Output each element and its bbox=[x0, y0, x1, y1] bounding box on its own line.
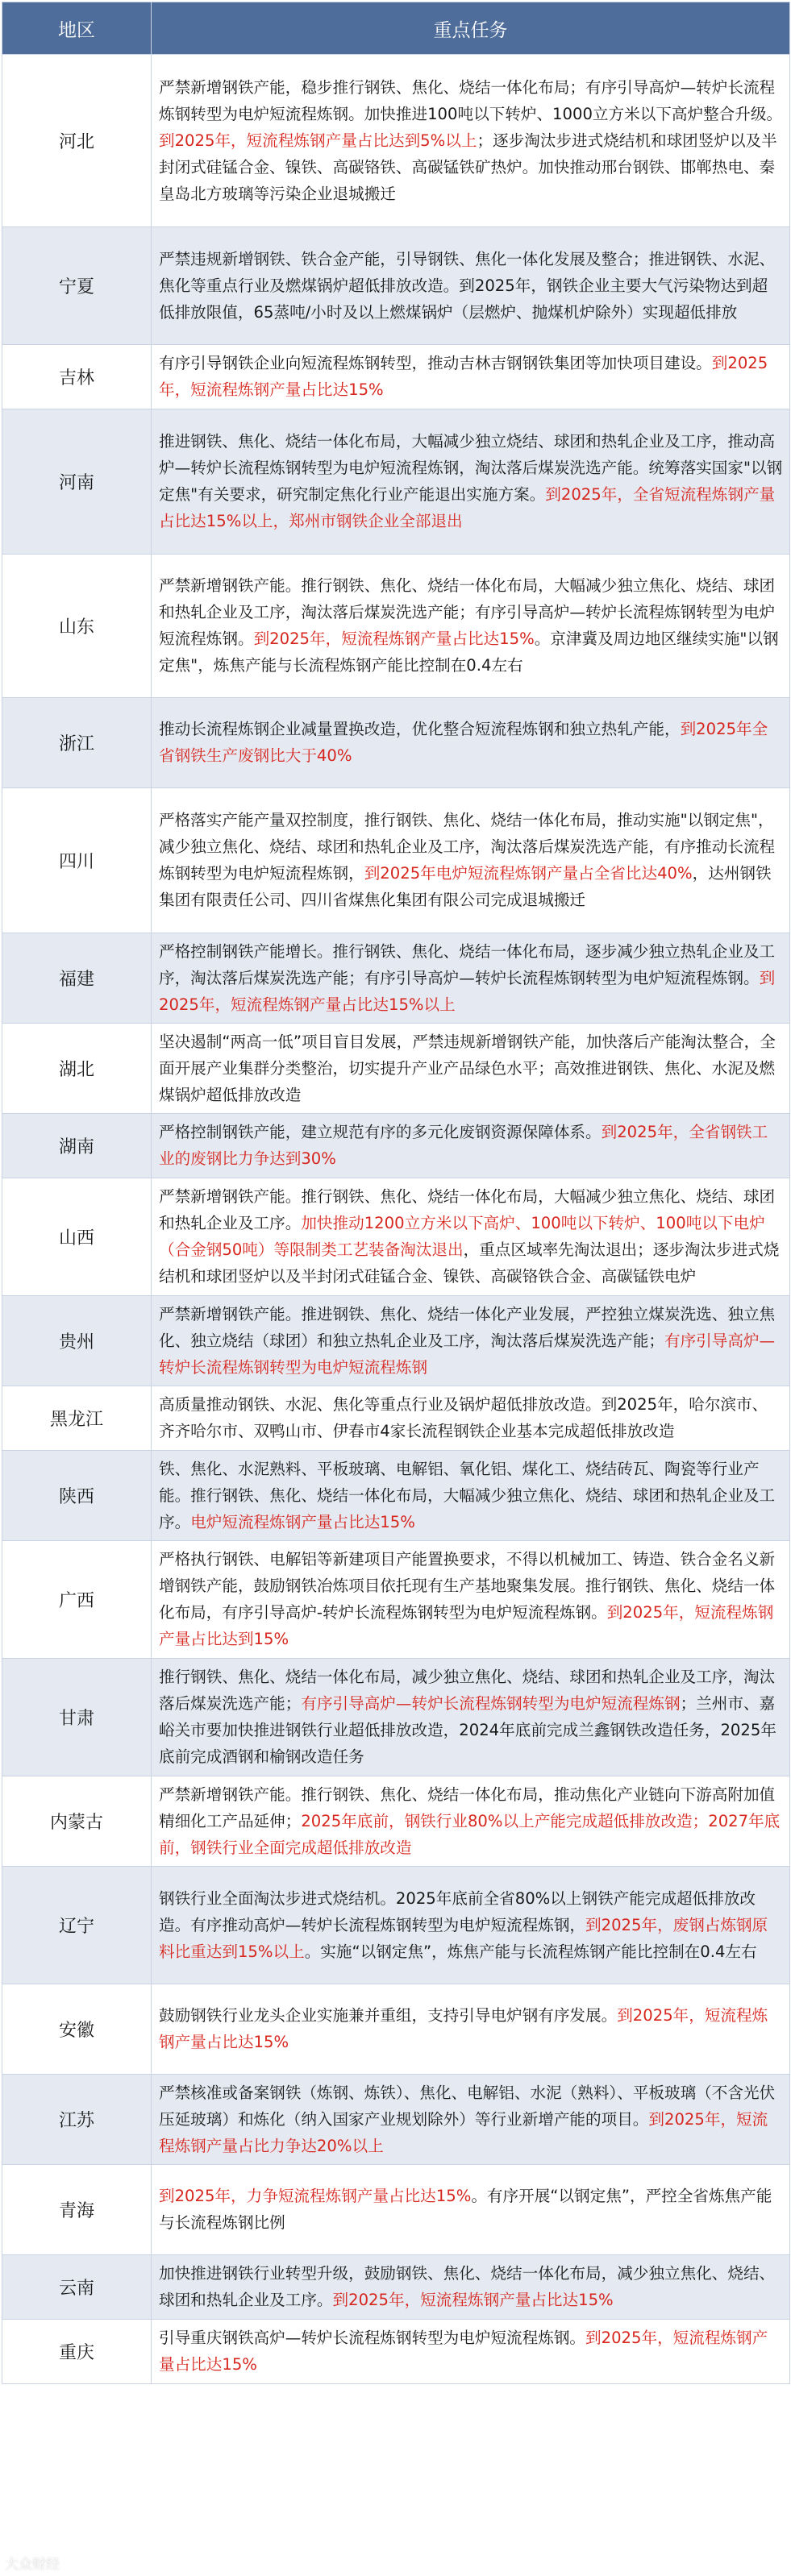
tasks-cell bbox=[152, 2075, 790, 2165]
tasks-cell bbox=[152, 1114, 790, 1178]
table-row bbox=[2, 2320, 790, 2384]
highlighted-target-text: 到2025年，全省钢铁工业的废钢比力争达到30% bbox=[159, 1123, 768, 1168]
task-text: 引导重庆钢铁高炉—转炉长流程炼钢转型为电炉短流程炼钢。 bbox=[159, 2329, 586, 2347]
highlighted-target-text: 到2025年，短流程炼钢产量占比力争达20%以上 bbox=[159, 2109, 768, 2155]
watermark-logo bbox=[5, 2553, 60, 2573]
region-cell: 山西 bbox=[2, 1178, 152, 1296]
task-text: 严格落实产能产量双控制度，推行钢铁、焦化、烧结一体化布局，推动实施"以钢定焦"，减少独立焦化、烧结、球团和热轧企业及工序，淘汰落后煤炭洗选产能，有序推动长流程炼钢转型为电炉短流程炼钢， bbox=[159, 811, 776, 883]
region-cell: 陕西 bbox=[2, 1451, 152, 1541]
table-row bbox=[2, 1776, 790, 1867]
table-body bbox=[2, 55, 790, 2384]
tasks-table bbox=[2, 2, 790, 2384]
region-cell: 江苏 bbox=[2, 2075, 152, 2165]
task-text: 钢铁行业全面淘汰步进式烧结机。2025年底前全省80%以上钢铁产能完成超低排放改造。有序推动高炉—转炉长流程炼钢转型为电炉短流程炼钢， bbox=[159, 1888, 756, 1934]
task-text: 坚决遏制“两高一低”项目盲目发展，严禁违规新增钢铁产能，加快落后产能淘汰整合，全面开展产业集群分类整治，切实提升产业产品绿色水平；高效推进钢铁、焦化、水泥及燃煤锅炉超低排放改造 bbox=[159, 1032, 776, 1104]
tasks-cell bbox=[152, 227, 790, 345]
table-row bbox=[2, 933, 790, 1024]
task-text: ，达州钢铁集团有限责任公司、四川省煤焦化集团有限公司完成退城搬迁 bbox=[159, 864, 772, 909]
highlighted-target-text: 到2025年，短流程炼钢产量占比达到5%以上 bbox=[159, 131, 477, 150]
tasks-cell bbox=[152, 698, 790, 788]
task-text: 。有序开展“以钢定焦”，严控全省炼焦产能与长流程炼钢比例 bbox=[159, 2187, 772, 2232]
task-text: ，重点区域率先淘汰退出；逐步淘汰步进式烧结机和球团竖炉以及半封闭式硅锰合金、镍铁、高碳铬铁合金、高碳锰铁电炉 bbox=[159, 1240, 780, 1286]
highlighted-target-text: 到2025年，短流程炼钢产量占比达15% bbox=[332, 2291, 614, 2309]
highlighted-target-text: 到2025年，短流程炼钢产量占比达到15% bbox=[159, 1603, 774, 1648]
region-cell: 贵州 bbox=[2, 1296, 152, 1386]
tasks-cell bbox=[152, 1776, 790, 1867]
task-text: 高质量推动钢铁、水泥、焦化等重点行业及锅炉超低排放改造。到2025年，哈尔滨市、齐齐哈尔市、双鸭山市、伊春市4家长流程钢铁企业基本完成超低排放改造 bbox=[159, 1395, 768, 1440]
highlighted-target-text: 到2025年，短流程炼钢产量占比达15% bbox=[159, 354, 768, 399]
tasks-cell bbox=[152, 933, 790, 1024]
tasks-cell bbox=[152, 788, 790, 933]
tasks-cell bbox=[152, 555, 790, 698]
task-text: 严格执行钢铁、电解铝等新建项目产能置换要求，不得以机械加工、铸造、铁合金名义新增钢铁产能，鼓励钢铁冶炼项目依托现有生产基地聚集发展。推行钢铁、焦化、烧结一体化布局，有序引导高炉-转炉长流程炼钢转型为电炉短流程炼钢。 bbox=[159, 1550, 776, 1622]
task-text: ；逐步淘汰步进式烧结机和球团竖炉以及半封闭式硅锰合金、镍铁、高碳铬铁、高碳锰铁矿热炉。加快推动邢台钢铁、邯郸热电、秦皇岛北方玻璃等污染企业退城搬迁 bbox=[159, 131, 777, 203]
region-cell: 云南 bbox=[2, 2255, 152, 2320]
task-text: 严禁新增钢铁产能。推行钢铁、焦化、烧结一体化布局，大幅减少独立焦化、烧结、球团和热轧企业及工序。 bbox=[159, 1187, 776, 1232]
region-cell: 福建 bbox=[2, 933, 152, 1024]
region-cell: 四川 bbox=[2, 788, 152, 933]
table-row bbox=[2, 1984, 790, 2075]
region-cell: 黑龙江 bbox=[2, 1386, 152, 1451]
tasks-cell bbox=[152, 2255, 790, 2320]
highlighted-target-text: 到2025年，短流程炼钢产量占比达15% bbox=[159, 2006, 768, 2051]
region-cell: 安徽 bbox=[2, 1984, 152, 2075]
task-text: 严禁新增钢铁产能，稳步推行钢铁、焦化、烧结一体化布局；有序引导高炉—转炉长流程炼钢转型为电炉短流程炼钢。加快推进100吨以下转炉、1000立方米以下高炉整合升级。 bbox=[159, 77, 783, 123]
highlighted-target-text: 到2025年，短流程炼钢产量占比达15%以上 bbox=[159, 968, 776, 1014]
highlighted-target-text: 到2025年，废钢占炼钢原料比重达到15%以上 bbox=[159, 1915, 768, 1961]
region-cell: 河北 bbox=[2, 55, 152, 227]
region-cell: 广西 bbox=[2, 1541, 152, 1659]
tasks-cell bbox=[152, 1659, 790, 1776]
task-text: 严禁新增钢铁产能。推行钢铁、焦化、烧结一体化布局，推动焦化产业链向下游高附加值精细化工产品延伸； bbox=[159, 1785, 776, 1830]
highlighted-target-text: 到2025年全省钢铁生产废钢比大于40% bbox=[159, 720, 768, 765]
region-cell: 辽宁 bbox=[2, 1867, 152, 1984]
task-text: 严格控制钢铁产能增长。推行钢铁、焦化、烧结一体化布局，逐步减少独立热轧企业及工序，淘汰落后煤炭洗选产能；有序引导高炉—转炉长流程炼钢转型为电炉短流程炼钢。 bbox=[159, 941, 776, 987]
table-row bbox=[2, 788, 790, 933]
table-row bbox=[2, 55, 790, 227]
tasks-cell bbox=[152, 409, 790, 555]
highlighted-target-text: 到2025年电炉短流程炼钢产量占全省比达40% bbox=[364, 864, 693, 883]
task-text: 严禁新增钢铁产能。推进钢铁、焦化、烧结一体化产业发展，严控独立煤炭洗选、独立焦化、独立烧结（球团）和独立热轧企业及工序，淘汰落后煤炭洗选产能； bbox=[159, 1304, 776, 1350]
tasks-cell bbox=[152, 1178, 790, 1296]
region-cell: 吉林 bbox=[2, 345, 152, 409]
table-row bbox=[2, 1451, 790, 1541]
table-row bbox=[2, 1541, 790, 1659]
table-header bbox=[2, 2, 790, 55]
table-row bbox=[2, 1386, 790, 1451]
tasks-cell bbox=[152, 2165, 790, 2255]
table-row bbox=[2, 2165, 790, 2255]
task-text: 。实施“以钢定焦”，炼焦产能与长流程炼钢产能比控制在0.4左右 bbox=[304, 1942, 757, 1961]
region-cell: 河南 bbox=[2, 409, 152, 555]
task-text: 加快推进钢铁行业转型升级，鼓励钢铁、焦化、烧结一体化布局，减少独立焦化、烧结、球团和热轧企业及工序。 bbox=[159, 2264, 776, 2309]
task-text: 严格控制钢铁产能，建立规范有序的多元化废钢资源保障体系。 bbox=[159, 1123, 602, 1141]
table-row bbox=[2, 2255, 790, 2320]
table-row bbox=[2, 1296, 790, 1386]
tasks-cell bbox=[152, 55, 790, 227]
region-cell: 宁夏 bbox=[2, 227, 152, 345]
table-row bbox=[2, 1114, 790, 1178]
tasks-cell bbox=[152, 2320, 790, 2384]
header-tasks: 重点任务 bbox=[152, 2, 790, 55]
highlighted-target-text: 2025年底前，钢铁行业80%以上产能完成超低排放改造；2027年底前，钢铁行业全面完成超低排放改造 bbox=[159, 1811, 781, 1857]
highlighted-target-text: 电炉短流程炼钢产量占比达15% bbox=[190, 1512, 415, 1531]
region-cell: 重庆 bbox=[2, 2320, 152, 2384]
task-text: 推行钢铁、焦化、烧结一体化布局，减少独立焦化、烧结、球团和热轧企业及工序，淘汰落后煤炭洗选产能； bbox=[159, 1668, 776, 1713]
region-cell: 山东 bbox=[2, 555, 152, 698]
task-text: 鼓励钢铁行业龙头企业实施兼并重组，支持引导电炉钢有序发展。 bbox=[159, 2006, 618, 2025]
highlighted-target-text: 到2025年，短流程炼钢产量占比达15% bbox=[159, 2329, 768, 2374]
task-text: 铁、焦化、水泥熟料、平板玻璃、电解铝、氧化铝、煤化工、烧结砖瓦、陶瓷等行业产能。推行钢铁、焦化、烧结一体化布局，大幅减少独立焦化、烧结、球团和热轧企业及工序。 bbox=[159, 1459, 776, 1531]
region-cell: 浙江 bbox=[2, 698, 152, 788]
tasks-cell bbox=[152, 1024, 790, 1114]
task-text: ；兰州市、嘉峪关市要加快推进钢铁行业超低排放改造，2024年底前完成兰鑫钢铁改造任务，2025年底前完成酒钢和榆钢改造任务 bbox=[159, 1694, 776, 1766]
highlighted-target-text: 到2025年，全省短流程炼钢产量占比达15%以上，郑州市钢铁企业全部退出 bbox=[159, 485, 776, 530]
tasks-cell bbox=[152, 1984, 790, 2075]
task-text: 。京津冀及周边地区继续实施"以钢定焦"，炼焦产能与长流程炼钢产能比控制在0.4左右 bbox=[159, 629, 779, 675]
tasks-cell bbox=[152, 1451, 790, 1541]
region-cell: 湖南 bbox=[2, 1114, 152, 1178]
task-text: 推动长流程炼钢企业减量置换改造，优化整合短流程炼钢和独立热轧产能， bbox=[159, 720, 681, 738]
task-text: 有序引导钢铁企业向短流程炼钢转型，推动吉林吉钢钢铁集团等加快项目建设。 bbox=[159, 354, 712, 372]
tasks-cell bbox=[152, 1541, 790, 1659]
table-row bbox=[2, 2075, 790, 2165]
table-row bbox=[2, 1867, 790, 1984]
table-row bbox=[2, 345, 790, 409]
tasks-cell bbox=[152, 1296, 790, 1386]
highlighted-target-text: 有序引导高炉—转炉长流程炼钢转型为电炉短流程炼钢 bbox=[159, 1331, 776, 1377]
highlighted-target-text: 到2025年，短流程炼钢产量占比达15% bbox=[253, 629, 535, 648]
highlighted-target-text: 有序引导高炉—转炉长流程炼钢转型为电炉短流程炼钢 bbox=[301, 1694, 681, 1713]
table-row bbox=[2, 698, 790, 788]
tasks-cell bbox=[152, 1386, 790, 1451]
table-row bbox=[2, 555, 790, 698]
table-row bbox=[2, 409, 790, 555]
task-text: 严禁违规新增钢铁、铁合金产能，引导钢铁、焦化一体化发展及整合；推进钢铁、水泥、焦化等重点行业及燃煤锅炉超低排放改造。到2025年，钢铁企业主要大气污染物达到超低排放限值，65蒸吨/小时及以上燃煤锅炉（层燃炉、抛煤机炉除外）实现超低排放 bbox=[159, 249, 776, 322]
task-text: 推进钢铁、焦化、烧结一体化布局，大幅减少独立烧结、球团和热轧企业及工序，推动高炉—转炉长流程炼钢转型为电炉短流程炼钢，淘汰落后煤炭洗选产能。统筹落实国家"以钢定焦"有关要求，研究制定焦化行业产能退出实施方案。 bbox=[159, 432, 783, 504]
table-row bbox=[2, 1024, 790, 1114]
watermark-text: 大众财经 bbox=[5, 2557, 60, 2573]
highlighted-target-text: 加快推动1200立方米以下高炉、100吨以下转炉、100吨以下电炉（合金钢50吨）等限制类工艺装备淘汰退出 bbox=[159, 1214, 765, 1259]
header-region: 地区 bbox=[2, 2, 152, 55]
task-text: 严禁新增钢铁产能。推行钢铁、焦化、烧结一体化布局，大幅减少独立焦化、烧结、球团和热轧企业及工序，淘汰落后煤炭洗选产能；有序引导高炉—转炉长流程炼钢转型为电炉短流程炼钢。 bbox=[159, 576, 776, 648]
region-cell: 甘肃 bbox=[2, 1659, 152, 1776]
table-row bbox=[2, 227, 790, 345]
table-row bbox=[2, 1178, 790, 1296]
region-cell: 内蒙古 bbox=[2, 1776, 152, 1867]
region-cell: 湖北 bbox=[2, 1024, 152, 1114]
tasks-cell bbox=[152, 345, 790, 409]
highlighted-target-text: 到2025年，力争短流程炼钢产量占比达15% bbox=[159, 2187, 472, 2205]
task-text: 严禁核准或备案钢铁（炼钢、炼铁）、焦化、电解铝、水泥（熟料）、平板玻璃（不含光伏压延玻璃）和炼化（纳入国家产业规划除外）等行业新增产能的项目。 bbox=[159, 2083, 776, 2129]
table-row bbox=[2, 1659, 790, 1776]
region-cell: 青海 bbox=[2, 2165, 152, 2255]
tasks-cell bbox=[152, 1867, 790, 1984]
